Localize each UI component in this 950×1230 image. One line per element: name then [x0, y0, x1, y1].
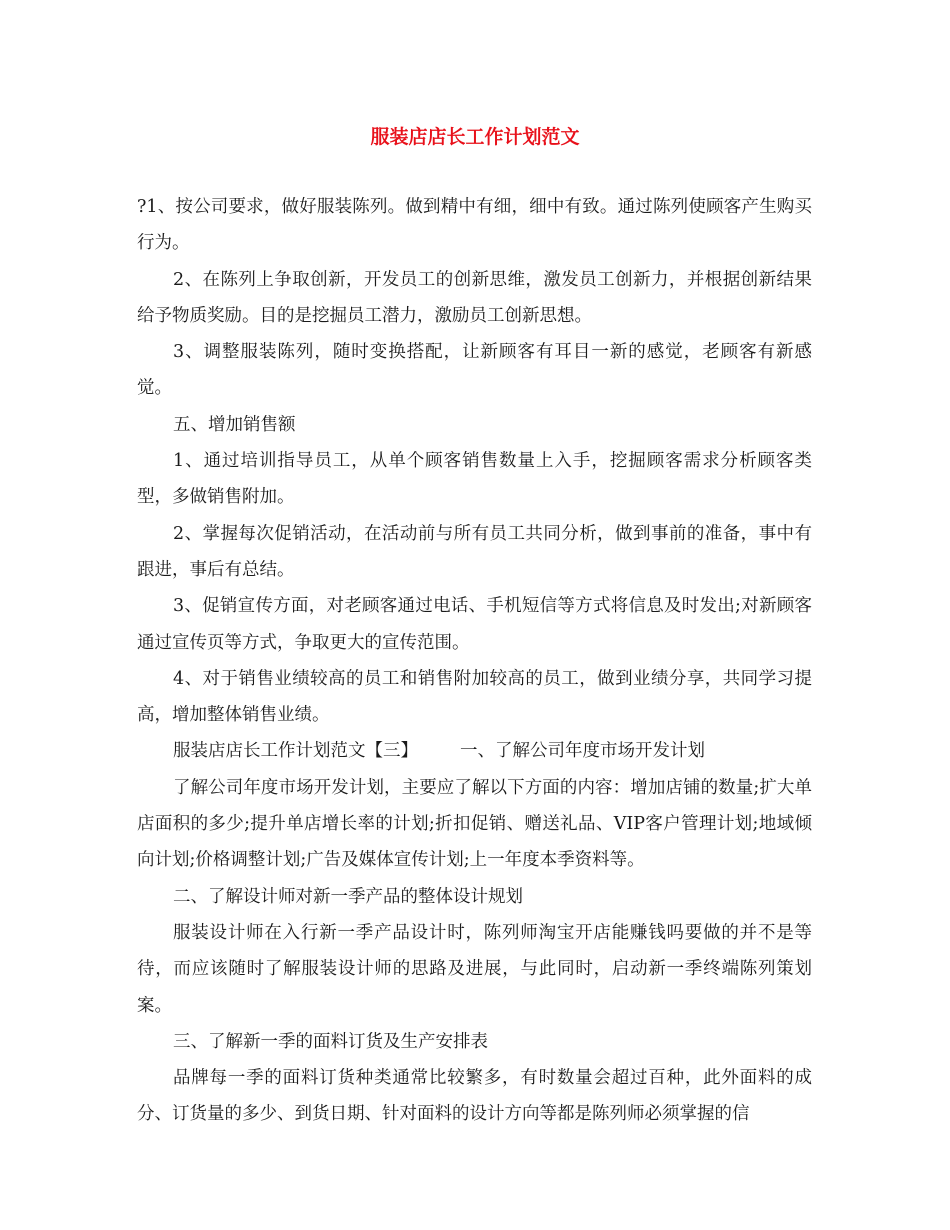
paragraph: 2、在陈列上争取创新，开发员工的创新思维，激发员工创新力，并根据创新结果给予物质奖励。目的是挖掘员工潜力，激励员工创新思想。: [137, 269, 812, 326]
section-heading: 二、了解设计师对新一季产品的整体设计规划: [173, 886, 523, 907]
document-title: 服装店店长工作计划范文: [370, 126, 580, 148]
section-heading: 三、了解新一季的面料订货及生产安排表: [173, 1031, 488, 1052]
paragraph: 服装设计师在入行新一季产品设计时，陈列师淘宝开店能赚钱吗要做的并不是等待，而应该随时了解服装设计师的思路及进展，与此同时，启动新一季终端陈列策划案。: [137, 922, 812, 1016]
paragraph: 了解公司年度市场开发计划，主要应了解以下方面的内容：增加店铺的数量;扩大单店面积的多少;提升单店增长率的计划;折扣促销、赠送礼品、VIP客户管理计划;地域倾向计划;价格调整计划;广告及媒体宣传计划;上一年度本季资料等。: [137, 777, 812, 871]
section-three-heading: 服装店店长工作计划范文【三】: [173, 741, 418, 762]
paragraph: 2、掌握每次促销活动，在活动前与所有员工共同分析，做到事前的准备，事中有跟进，事后有总结。: [137, 523, 812, 580]
section-three-first-item: 一、了解公司年度市场开发计划: [460, 741, 705, 762]
document-body: [137, 189, 812, 1133]
paragraph: ?1、按公司要求，做好服装陈列。做到精中有细，细中有致。通过陈列使顾客产生购买行为。: [137, 197, 812, 254]
section-heading: 五、增加销售额: [173, 414, 296, 435]
paragraph: 3、调整服装陈列，随时变换搭配，让新顾客有耳目一新的感觉，老顾客有新感觉。: [137, 342, 812, 399]
paragraph: 4、对于销售业绩较高的员工和销售附加较高的员工，做到业绩分享，共同学习提高，增加整体销售业绩。: [137, 668, 812, 726]
paragraph: 3、促销宣传方面，对老顾客通过电话、手机短信等方式将信息及时发出;对新顾客通过宣传页等方式，争取更大的宣传范围。: [137, 596, 812, 653]
section-three-line: [137, 733, 812, 769]
paragraph: 品牌每一季的面料订货种类通常比较繁多，有时数量会超过百种，此外面料的成分、订货量的多少、到货日期、针对面料的设计方向等都是陈列师必须掌握的信: [137, 1068, 812, 1125]
paragraph: 1、通过培训指导员工，从单个顾客销售数量上入手，挖掘顾客需求分析顾客类型，多做销售附加。: [137, 451, 812, 508]
